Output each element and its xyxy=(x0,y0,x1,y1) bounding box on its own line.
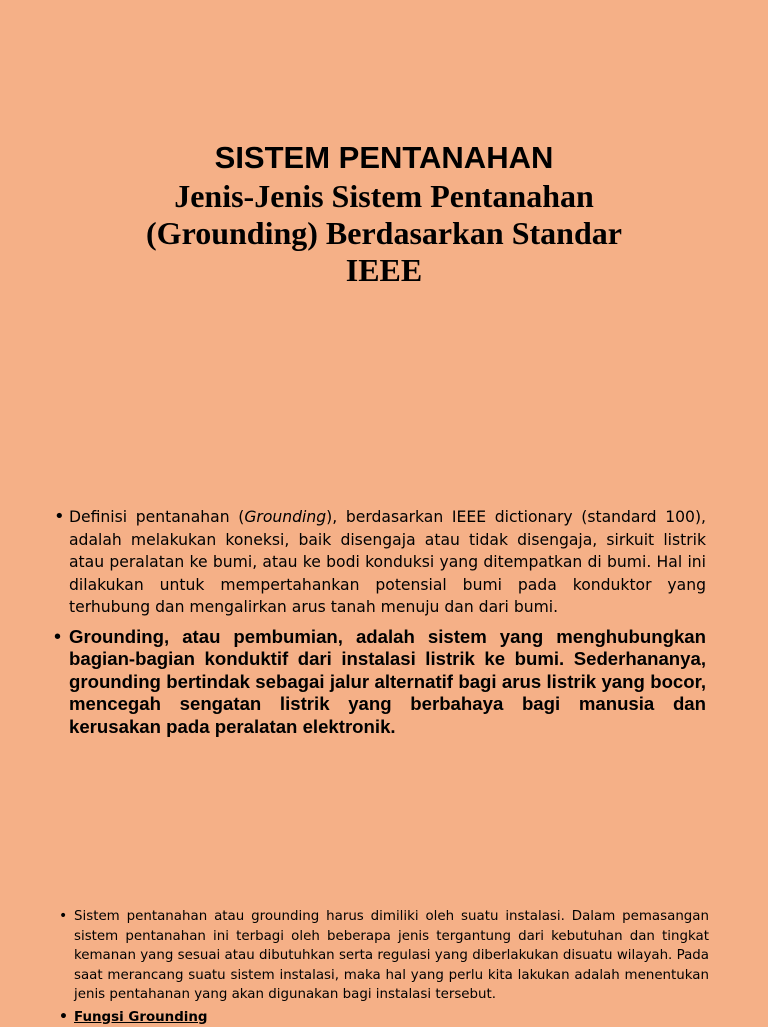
definition-list xyxy=(52,506,706,738)
sub-title xyxy=(0,178,768,289)
system-note-bullet xyxy=(57,907,709,1005)
system-list xyxy=(57,907,709,1027)
grounding-explanation-text: Grounding, atau pembumian, adalah sistem yang menghubungkan bagian-bagian konduktif dari instalasi listrik ke bumi. Sederhananya, grounding bertindak sebagai jalur alternatif bagi arus listrik yang bocor, mencegah sengatan listrik yang berbahaya bagi manusia dan kerusakan pada peralatan elektronik. xyxy=(69,626,706,737)
bullet-marker: • xyxy=(59,1008,68,1027)
definition-bullet xyxy=(52,506,706,619)
sub-title-line-2: (Grounding) Berdasarkan Standar xyxy=(0,215,768,252)
fungsi-heading-bullet xyxy=(57,1008,709,1027)
fungsi-heading-text: Fungsi Grounding xyxy=(74,1010,208,1025)
definition-italic-term: Grounding xyxy=(244,508,326,526)
grounding-explanation-bullet xyxy=(52,626,706,739)
title-block xyxy=(0,138,768,289)
definition-text-start: Definisi pentanahan ( xyxy=(69,508,244,526)
system-note-text: Sistem pentanahan atau grounding harus dimiliki oleh suatu instalasi. Dalam pemasangan sistem pentanahan ini terbagi oleh beberapa jenis tergantung dari kebutuhan dan tingkat kemanan yang sesuai atau dibutuhkan serta regulasi yang diberlakukan disuatu wilayah. Pada saat merancang suatu sistem instalasi, maka hal yang perlu kita lakukan adalah menentukan jenis pentahanan yang akan digunakan bagi instalasi tersebut. xyxy=(74,909,709,1002)
bullet-marker: • xyxy=(59,907,67,927)
definition-text-rest: ), berdasarkan IEEE dictionary (standard 100), adalah melakukan koneksi, baik disengaja atau tidak disengaja, sirkuit listrik atau peralatan ke bumi, atau ke bodi konduksi yang ditempatkan di bumi. Hal ini dilakukan untuk mempertahankan potensial bumi pada konduktor yang terhubung dan mengalirkan arus tanah menuju dan dari bumi. xyxy=(69,508,706,616)
main-title: SISTEM PENTANAHAN xyxy=(0,138,768,178)
bullet-marker: • xyxy=(54,506,65,529)
bullet-marker: • xyxy=(54,626,61,649)
sub-title-line-3: IEEE xyxy=(0,252,768,289)
sub-title-line-1: Jenis-Jenis Sistem Pentanahan xyxy=(0,178,768,215)
